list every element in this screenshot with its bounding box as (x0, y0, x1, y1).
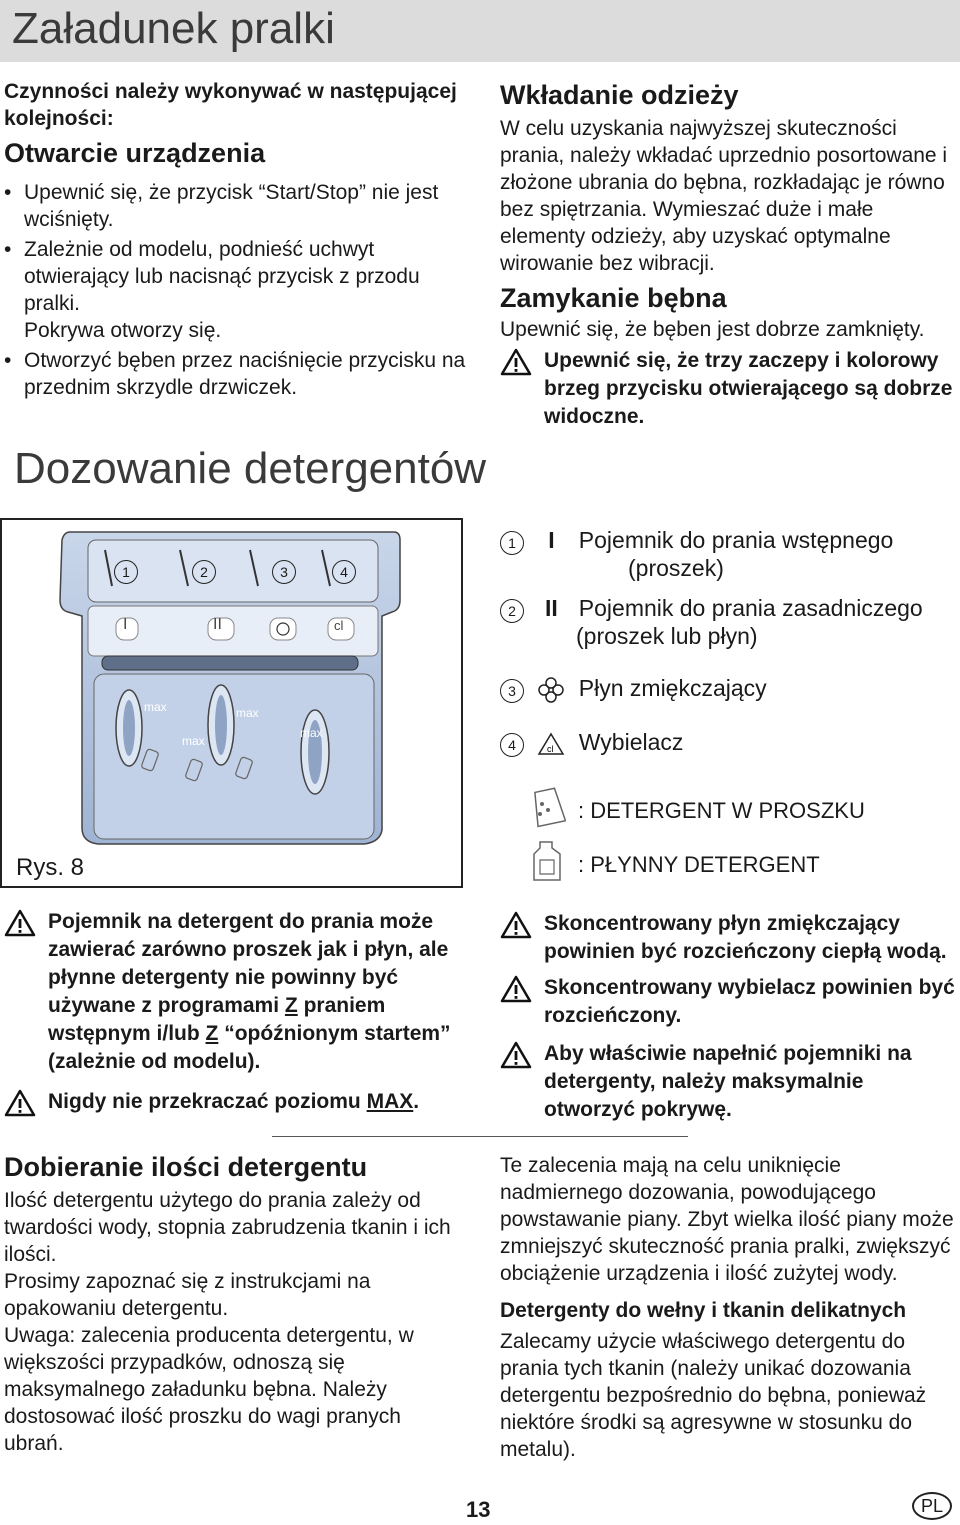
wool-text: Zalecamy użycie właściwego detergentu do prania tych tkanin (należy unikać dozowania detergentu bezpośrednio do bębna, ponieważ niektóre środki są agresywne w stosunku do metalu). (500, 1330, 927, 1461)
opening-heading: Otwarcie urządzenia (4, 138, 266, 168)
opening-steps (4, 179, 466, 401)
foam-text: Te zalecenia mają na celu uniknięcie nadmiernego dozowania, powodującego powstawanie piany. Zbyt wielka ilość piany może zmniejszyć skuteczność prania pralki, zwiększyć obciążenie urządzenia i ilość zużytej wody. (500, 1154, 954, 1285)
loading-heading: Wkładanie odzieży (500, 80, 739, 110)
closing-heading: Zamykanie bębna (500, 283, 727, 313)
prewash-symbol: I (548, 527, 555, 553)
legend-item-mainwash: 2 II Pojemnik do prania zasadniczego (500, 594, 923, 623)
legend-item-bleach: 4 cl Wybielacz (500, 728, 683, 757)
figure-number-1: 1 (114, 560, 138, 584)
closing-warning: Upewnić się, że trzy zaczepy i kolorowy brzeg przycisku otwierającego są dobrze widoczne. (500, 347, 959, 431)
liquid-detergent-icon (528, 838, 566, 889)
intro-text: Czynności należy wykonywać w następującej kolejności: (4, 80, 457, 130)
loading-section (500, 80, 959, 431)
warning-icon (500, 975, 532, 1003)
dosing-section-title: Dozowanie detergentów (14, 444, 487, 493)
closing-text: Upewnić się, że bęben jest dobrze zamknięty. (500, 318, 925, 341)
dosing-text-1: Ilość detergentu użytego do prania zależy od twardości wody, stopnia zabrudzenia tkanin i ich ilości. (4, 1189, 451, 1266)
softener-warning: Skoncentrowany płyn zmiękczający powinien być rozcieńczony ciepłą wodą. (500, 910, 959, 966)
dosing-text-2: Prosimy zapoznać się z instrukcjami na opakowaniu detergentu. (4, 1270, 371, 1320)
label-prewash-icon: I (123, 616, 128, 633)
label-mainwash-icon: II (213, 616, 222, 633)
svg-text:cl: cl (547, 743, 554, 754)
detergent-type-warning: Pojemnik na detergent do prania może zawierać zarówno proszek jak i płyn, ale płynne detergenty nie powinny być używane z programami Z praniem wstępnym i/lub Z “opóźnionym startem” (zależnie od modelu). (4, 908, 462, 1076)
max-label: max (300, 726, 323, 740)
legend-item-softener: 3 Płyn zmiękczający (500, 674, 767, 703)
dispenser-drawing (2, 520, 461, 886)
warning-icon (4, 909, 36, 937)
max-level-warning: Nigdy nie przekraczać poziomu MAX. (4, 1088, 462, 1116)
max-label: max (144, 700, 167, 714)
legend-item-prewash-sub: (proszek) (628, 555, 724, 581)
dosing-text-3: Uwaga: zalecenia producenta detergentu, w większości przypadków, odnoszą się maksymalnego załadunku bębna. Należy dostosować ilość proszku do wagi pranych ubrań. (4, 1324, 414, 1455)
label-bleach-icon: cl (334, 618, 344, 633)
warning-icon (500, 1041, 532, 1069)
divider (272, 1136, 688, 1137)
dosing-amount-section (4, 1152, 464, 1457)
liquid-detergent-label: : PŁYNNY DETERGENT (578, 852, 820, 877)
dosing-heading: Dobieranie ilości detergentu (4, 1152, 368, 1182)
left-warnings (4, 908, 462, 1116)
legend-item-prewash: 1 I Pojemnik do prania wstępnego (500, 526, 893, 555)
warning-icon (4, 1089, 36, 1117)
figure-caption: Rys. 8 (16, 854, 85, 881)
figure-number-2: 2 (192, 560, 216, 584)
list-item: • Upewnić się, że przycisk “Start/Stop” nie jest wciśnięty. (4, 179, 466, 233)
foam-section (500, 1152, 959, 1463)
powder-detergent-icon (528, 786, 566, 833)
max-label: max (236, 706, 259, 720)
opening-section (4, 78, 466, 404)
bleach-triangle-icon (530, 728, 572, 756)
language-badge: PL (912, 1492, 952, 1520)
legend-item-mainwash-sub: (proszek lub płyn) (576, 623, 758, 649)
figure-number-3: 3 (272, 560, 296, 584)
list-item: • Zależnie od modelu, podnieść uchwyt otwierający lub nacisnąć przycisk z przodu pralki. Pokrywa otworzy się. (4, 236, 466, 344)
page-title: Załadunek pralki (12, 4, 335, 53)
loading-text: W celu uzyskania najwyższej skuteczności prania, należy wkładać uprzednio posortowane i złożone ubrania do bębna, rozkładając je równo bez spiętrzania. Wymieszać duże i małe elementy odzieży, aby uzyskać optymalne wirowanie bez wibracji. (500, 117, 948, 275)
page-title-bar (0, 0, 960, 62)
figure-number-4: 4 (332, 560, 356, 584)
warning-icon (500, 911, 532, 939)
dispenser-figure (0, 518, 463, 888)
lid-warning: Aby właściwie napełnić pojemniki na detergenty, należy maksymalnie otworzyć pokrywę. (500, 1040, 959, 1124)
wool-heading: Detergenty do wełny i tkanin delikatnych (500, 1299, 907, 1322)
page-number: 13 (466, 1497, 491, 1522)
list-item: • Otworzyć bęben przez naciśnięcie przycisku na przednim skrzydle drzwiczek. (4, 347, 466, 401)
flower-icon (530, 674, 572, 703)
max-label: max (182, 734, 205, 748)
lid-opens-text: Pokrywa otworzy się. (24, 319, 222, 342)
bleach-warning: Skoncentrowany wybielacz powinien być rozcieńczony. (500, 974, 959, 1030)
warning-icon (500, 348, 532, 376)
mainwash-symbol: II (545, 595, 558, 621)
right-warnings (500, 910, 959, 1124)
powder-detergent-label: : DETERGENT W PROSZKU (578, 798, 865, 823)
